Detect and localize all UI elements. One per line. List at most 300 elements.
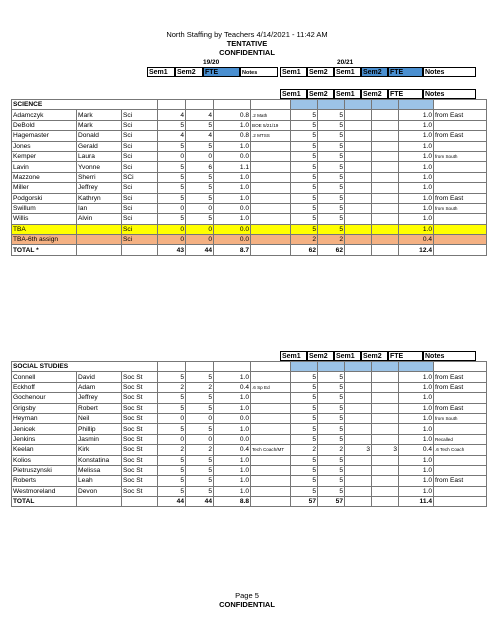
table-cell bbox=[372, 413, 399, 423]
table-cell: Leah bbox=[77, 476, 122, 486]
table-cell: BOE 5/21/19 bbox=[251, 120, 291, 130]
table-cell: 1.0 bbox=[399, 131, 434, 141]
table-cell: Mark bbox=[77, 120, 122, 130]
table-cell: 1.0 bbox=[399, 476, 434, 486]
table-cell: .2 Math bbox=[251, 110, 291, 120]
table-cell: 0.0 bbox=[214, 413, 251, 423]
document-title-block bbox=[0, 30, 494, 57]
table-cell: 5 bbox=[318, 465, 345, 475]
table-cell: 2 bbox=[158, 382, 186, 392]
col-notes-prev: Notes bbox=[240, 67, 278, 77]
table-cell bbox=[372, 382, 399, 392]
table-cell: Soc St bbox=[122, 382, 158, 392]
table-cell: 5 bbox=[318, 110, 345, 120]
table-cell bbox=[251, 393, 291, 403]
table-cell: 5 bbox=[318, 172, 345, 182]
table-cell bbox=[434, 162, 487, 172]
table-cell: 5 bbox=[158, 486, 186, 496]
table-cell: Roberts bbox=[12, 476, 77, 486]
table-cell: Adam bbox=[77, 382, 122, 392]
table-row bbox=[12, 235, 487, 245]
table-cell: 5 bbox=[318, 486, 345, 496]
table-cell: 0.0 bbox=[214, 235, 251, 245]
table-cell: Connell bbox=[12, 372, 77, 382]
table-cell: 5 bbox=[158, 193, 186, 203]
table-cell: Ian bbox=[77, 203, 122, 213]
table-cell: Miller bbox=[12, 183, 77, 193]
table-cell: 5 bbox=[158, 214, 186, 224]
section-heading-row bbox=[12, 100, 487, 110]
table-cell: Soc St bbox=[122, 455, 158, 465]
table-cell: 5 bbox=[291, 203, 318, 213]
table-cell: Kemper bbox=[12, 151, 77, 161]
table-cell: 5 bbox=[186, 120, 214, 130]
table-cell: 11.4 bbox=[399, 497, 434, 507]
total-row bbox=[12, 245, 487, 255]
table-cell: Jasmin bbox=[77, 434, 122, 444]
table-cell: 1.0 bbox=[214, 172, 251, 182]
table-cell bbox=[434, 245, 487, 255]
table-cell: from South bbox=[434, 413, 487, 423]
table-cell: 5 bbox=[318, 151, 345, 161]
table-cell: 0 bbox=[186, 224, 214, 234]
table-cell bbox=[345, 172, 372, 182]
table-cell bbox=[345, 382, 372, 392]
col-fte: FTE bbox=[388, 89, 423, 99]
table-cell bbox=[372, 245, 399, 255]
table-cell bbox=[251, 413, 291, 423]
table-cell: Soc St bbox=[122, 476, 158, 486]
table-cell bbox=[77, 224, 122, 234]
table-cell bbox=[372, 110, 399, 120]
table-cell bbox=[251, 476, 291, 486]
table-row bbox=[12, 424, 487, 434]
col-sem2-b: Sem2 bbox=[361, 67, 388, 77]
table-cell bbox=[372, 183, 399, 193]
table-cell: 5 bbox=[158, 465, 186, 475]
table-cell: .6 Tech Coach bbox=[434, 445, 487, 455]
table-cell bbox=[372, 100, 399, 110]
col-sem1-prev: Sem1 bbox=[147, 67, 175, 77]
table-cell: 5 bbox=[291, 413, 318, 423]
table-cell bbox=[434, 141, 487, 151]
table-cell: 1.0 bbox=[214, 424, 251, 434]
table-cell: 5 bbox=[186, 393, 214, 403]
table-cell: 44 bbox=[186, 245, 214, 255]
social-studies-table bbox=[11, 361, 487, 507]
table-cell bbox=[345, 100, 372, 110]
table-cell: Melissa bbox=[77, 465, 122, 475]
table-cell bbox=[372, 434, 399, 444]
table-cell: 5 bbox=[291, 214, 318, 224]
table-cell bbox=[372, 455, 399, 465]
col-fte: FTE bbox=[388, 351, 423, 361]
table-cell: 5 bbox=[186, 465, 214, 475]
table-cell: Jeffrey bbox=[77, 393, 122, 403]
col-sem2: Sem2 bbox=[307, 89, 334, 99]
top-column-header bbox=[0, 67, 494, 77]
table-cell bbox=[434, 100, 487, 110]
table-cell: 57 bbox=[291, 497, 318, 507]
table-cell bbox=[251, 455, 291, 465]
table-cell: 5 bbox=[158, 455, 186, 465]
table-cell: 5 bbox=[158, 172, 186, 182]
table-row bbox=[12, 110, 487, 120]
table-cell bbox=[434, 183, 487, 193]
table-cell: Westmoreland bbox=[12, 486, 77, 496]
table-cell: 1.0 bbox=[399, 455, 434, 465]
table-cell: 5 bbox=[291, 224, 318, 234]
table-cell bbox=[214, 100, 251, 110]
table-cell: 5 bbox=[291, 183, 318, 193]
table-row bbox=[12, 120, 487, 130]
table-cell: Sci bbox=[122, 193, 158, 203]
table-cell: 5 bbox=[318, 183, 345, 193]
table-cell: 0 bbox=[158, 235, 186, 245]
table-cell: Alvin bbox=[77, 214, 122, 224]
table-cell: Sci bbox=[122, 120, 158, 130]
table-cell bbox=[158, 100, 186, 110]
table-cell bbox=[434, 424, 487, 434]
table-cell: from East bbox=[434, 193, 487, 203]
table-cell: 5 bbox=[291, 455, 318, 465]
table-cell: 1.0 bbox=[399, 224, 434, 234]
table-row bbox=[12, 193, 487, 203]
table-cell: 1.0 bbox=[214, 486, 251, 496]
table-cell bbox=[291, 100, 318, 110]
table-cell bbox=[434, 465, 487, 475]
table-cell: 5 bbox=[186, 183, 214, 193]
table-cell bbox=[251, 203, 291, 213]
table-cell bbox=[372, 131, 399, 141]
page-number: Page 5 bbox=[235, 591, 259, 600]
table-cell: 1.0 bbox=[399, 203, 434, 213]
table-cell: 1.0 bbox=[399, 403, 434, 413]
table-cell bbox=[251, 172, 291, 182]
table-cell: 1.0 bbox=[214, 183, 251, 193]
table-cell: 12.4 bbox=[399, 245, 434, 255]
table-cell: 5 bbox=[158, 372, 186, 382]
table-cell: 1.0 bbox=[399, 172, 434, 182]
table-cell: .2 MTSS bbox=[251, 131, 291, 141]
table-cell: Jones bbox=[12, 141, 77, 151]
table-cell: Konstatina bbox=[77, 455, 122, 465]
table-cell bbox=[77, 235, 122, 245]
table-cell bbox=[372, 362, 399, 372]
table-cell: from East bbox=[434, 110, 487, 120]
science-column-header bbox=[0, 89, 494, 99]
confidential-label: CONFIDENTIAL bbox=[219, 48, 275, 57]
table-cell: TOTAL bbox=[12, 497, 77, 507]
table-cell: from East bbox=[434, 131, 487, 141]
table-row bbox=[12, 172, 487, 182]
table-cell: 1.0 bbox=[399, 486, 434, 496]
table-cell: 1.0 bbox=[399, 214, 434, 224]
table-cell: 5 bbox=[318, 372, 345, 382]
table-cell bbox=[372, 372, 399, 382]
table-row bbox=[12, 382, 487, 392]
section-title: SCIENCE bbox=[12, 100, 158, 110]
table-cell: 5 bbox=[318, 455, 345, 465]
table-cell: 1.0 bbox=[399, 141, 434, 151]
table-cell bbox=[345, 497, 372, 507]
table-cell: 5 bbox=[318, 224, 345, 234]
col-sem2: Sem2 bbox=[307, 351, 334, 361]
table-cell: 5 bbox=[291, 162, 318, 172]
table-cell bbox=[251, 151, 291, 161]
table-row bbox=[12, 162, 487, 172]
table-cell: Devon bbox=[77, 486, 122, 496]
table-cell: 5 bbox=[291, 424, 318, 434]
table-cell: 5 bbox=[318, 141, 345, 151]
table-cell: 5 bbox=[158, 424, 186, 434]
table-cell: 5 bbox=[186, 455, 214, 465]
table-cell: Kathryn bbox=[77, 193, 122, 203]
table-cell: 5 bbox=[186, 476, 214, 486]
table-cell: 0.0 bbox=[214, 224, 251, 234]
table-cell: 5 bbox=[318, 413, 345, 423]
table-cell bbox=[345, 413, 372, 423]
table-cell: 1.0 bbox=[399, 434, 434, 444]
table-row bbox=[12, 214, 487, 224]
table-cell: Hagemaster bbox=[12, 131, 77, 141]
table-cell: 5 bbox=[318, 476, 345, 486]
table-cell: Sci bbox=[122, 235, 158, 245]
table-cell bbox=[372, 214, 399, 224]
table-cell: 0.8 bbox=[214, 110, 251, 120]
table-cell bbox=[372, 203, 399, 213]
table-cell: Sci bbox=[122, 141, 158, 151]
table-cell bbox=[291, 362, 318, 372]
table-cell: 0 bbox=[158, 224, 186, 234]
table-cell: Eckhoff bbox=[12, 382, 77, 392]
table-cell: 0 bbox=[186, 413, 214, 423]
table-cell: Soc St bbox=[122, 413, 158, 423]
table-cell: Yvonne bbox=[77, 162, 122, 172]
table-cell: Sci bbox=[122, 131, 158, 141]
col-notes-next: Notes bbox=[423, 67, 476, 77]
table-cell bbox=[345, 245, 372, 255]
table-cell: 0 bbox=[186, 434, 214, 444]
table-cell: 5 bbox=[318, 162, 345, 172]
table-cell: 0 bbox=[158, 413, 186, 423]
table-cell bbox=[251, 245, 291, 255]
table-cell: 1.0 bbox=[399, 382, 434, 392]
table-cell: Soc St bbox=[122, 424, 158, 434]
table-cell bbox=[372, 424, 399, 434]
table-cell: 0.4 bbox=[399, 445, 434, 455]
table-cell: 5 bbox=[318, 120, 345, 130]
table-cell bbox=[372, 393, 399, 403]
table-cell: Sci bbox=[122, 224, 158, 234]
table-cell: David bbox=[77, 372, 122, 382]
col-sem1-a: Sem1 bbox=[280, 67, 307, 77]
table-cell: TOTAL * bbox=[12, 245, 77, 255]
table-cell bbox=[251, 497, 291, 507]
table-cell: from South bbox=[434, 203, 487, 213]
table-cell: DeBold bbox=[12, 120, 77, 130]
table-cell: TBA bbox=[12, 224, 77, 234]
table-cell: 1.0 bbox=[214, 372, 251, 382]
table-cell bbox=[372, 465, 399, 475]
table-cell: 6 bbox=[186, 162, 214, 172]
table-cell: 0.4 bbox=[399, 235, 434, 245]
total-row bbox=[12, 497, 487, 507]
table-cell: .6 Sp Ed bbox=[251, 382, 291, 392]
table-cell: Soc St bbox=[122, 372, 158, 382]
table-cell bbox=[434, 455, 487, 465]
col-sem2: Sem2 bbox=[361, 89, 388, 99]
table-cell bbox=[214, 362, 251, 372]
table-cell: 5 bbox=[318, 403, 345, 413]
table-cell bbox=[434, 224, 487, 234]
table-cell: 1.0 bbox=[214, 476, 251, 486]
table-cell: Donald bbox=[77, 131, 122, 141]
table-cell: 1.0 bbox=[214, 141, 251, 151]
table-cell bbox=[372, 486, 399, 496]
table-cell: 43 bbox=[158, 245, 186, 255]
table-cell: Podgorski bbox=[12, 193, 77, 203]
table-cell: 5 bbox=[158, 393, 186, 403]
table-cell bbox=[434, 497, 487, 507]
table-cell bbox=[345, 476, 372, 486]
table-cell: Mark bbox=[77, 110, 122, 120]
status-label: TENTATIVE bbox=[226, 39, 268, 48]
table-cell: 5 bbox=[291, 476, 318, 486]
table-row bbox=[12, 141, 487, 151]
table-cell: 2 bbox=[186, 445, 214, 455]
table-cell: Sci bbox=[122, 151, 158, 161]
table-cell: Sci bbox=[122, 183, 158, 193]
table-cell bbox=[399, 362, 434, 372]
table-cell: 5 bbox=[291, 382, 318, 392]
table-cell bbox=[186, 362, 214, 372]
table-cell: 5 bbox=[291, 110, 318, 120]
table-cell: 4 bbox=[186, 131, 214, 141]
table-cell: 5 bbox=[318, 424, 345, 434]
table-cell: 2 bbox=[291, 445, 318, 455]
table-cell: 1.1 bbox=[214, 162, 251, 172]
table-cell: Sci bbox=[122, 162, 158, 172]
table-cell: Gerald bbox=[77, 141, 122, 151]
col-sem1: Sem1 bbox=[280, 351, 307, 361]
table-cell bbox=[345, 362, 372, 372]
table-cell: 5 bbox=[291, 141, 318, 151]
table-cell: 0 bbox=[186, 203, 214, 213]
table-cell bbox=[251, 235, 291, 245]
table-cell: 4 bbox=[158, 131, 186, 141]
table-cell bbox=[345, 120, 372, 130]
col-sem2-a: Sem2 bbox=[307, 67, 334, 77]
table-cell bbox=[251, 162, 291, 172]
table-cell bbox=[251, 224, 291, 234]
table-row bbox=[12, 203, 487, 213]
section-heading-row bbox=[12, 362, 487, 372]
table-row bbox=[12, 183, 487, 193]
table-cell: 0 bbox=[186, 151, 214, 161]
table-cell: 5 bbox=[291, 393, 318, 403]
table-cell: 2 bbox=[318, 445, 345, 455]
table-cell: from East bbox=[434, 372, 487, 382]
table-cell bbox=[372, 224, 399, 234]
table-cell: 5 bbox=[186, 403, 214, 413]
table-row bbox=[12, 486, 487, 496]
table-cell bbox=[345, 455, 372, 465]
table-cell: Sci bbox=[122, 214, 158, 224]
table-cell bbox=[372, 193, 399, 203]
table-cell: 0.4 bbox=[214, 445, 251, 455]
col-fte-prev: FTE bbox=[203, 67, 240, 77]
table-cell: Robert bbox=[77, 403, 122, 413]
table-cell bbox=[77, 497, 122, 507]
table-row bbox=[12, 434, 487, 444]
table-cell bbox=[345, 183, 372, 193]
table-cell: Keelan bbox=[12, 445, 77, 455]
table-cell: 2 bbox=[158, 445, 186, 455]
table-cell: Phillip bbox=[77, 424, 122, 434]
table-cell bbox=[251, 141, 291, 151]
table-cell bbox=[77, 245, 122, 255]
table-cell: 0 bbox=[186, 235, 214, 245]
table-cell bbox=[251, 183, 291, 193]
table-cell bbox=[399, 100, 434, 110]
table-cell: 1.0 bbox=[399, 413, 434, 423]
table-cell: 8.7 bbox=[214, 245, 251, 255]
table-cell: 1.0 bbox=[214, 120, 251, 130]
table-cell: Recalled bbox=[434, 434, 487, 444]
table-cell bbox=[372, 172, 399, 182]
table-cell: 0.8 bbox=[214, 131, 251, 141]
table-cell: 5 bbox=[291, 131, 318, 141]
table-cell: TBA-6th assign bbox=[12, 235, 77, 245]
table-cell: 5 bbox=[291, 486, 318, 496]
table-cell: 0 bbox=[158, 203, 186, 213]
table-cell bbox=[372, 120, 399, 130]
table-row bbox=[12, 131, 487, 141]
table-cell bbox=[251, 214, 291, 224]
table-cell: 0.0 bbox=[214, 203, 251, 213]
table-cell: Soc St bbox=[122, 393, 158, 403]
table-cell: 1.0 bbox=[214, 403, 251, 413]
table-cell: 5 bbox=[291, 465, 318, 475]
table-cell bbox=[345, 403, 372, 413]
table-cell bbox=[434, 235, 487, 245]
table-cell: 3 bbox=[345, 445, 372, 455]
table-cell: 1.0 bbox=[214, 193, 251, 203]
table-cell: 62 bbox=[318, 245, 345, 255]
table-cell: 5 bbox=[318, 393, 345, 403]
table-cell: Soc St bbox=[122, 403, 158, 413]
table-cell: 1.0 bbox=[214, 465, 251, 475]
table-cell: Neil bbox=[77, 413, 122, 423]
table-cell: 2 bbox=[318, 235, 345, 245]
table-row bbox=[12, 151, 487, 161]
table-cell: Adamczyk bbox=[12, 110, 77, 120]
table-cell: 0.0 bbox=[214, 434, 251, 444]
table-cell: 5 bbox=[318, 434, 345, 444]
col-notes: Notes bbox=[423, 89, 476, 99]
table-cell: Laura bbox=[77, 151, 122, 161]
science-table bbox=[11, 99, 487, 256]
table-cell: Mazzone bbox=[12, 172, 77, 182]
table-cell bbox=[345, 141, 372, 151]
table-cell: 5 bbox=[186, 424, 214, 434]
table-cell: 5 bbox=[186, 141, 214, 151]
table-cell: Soc St bbox=[122, 434, 158, 444]
table-cell: 5 bbox=[318, 382, 345, 392]
table-cell: 1.0 bbox=[399, 151, 434, 161]
table-cell: 5 bbox=[291, 151, 318, 161]
